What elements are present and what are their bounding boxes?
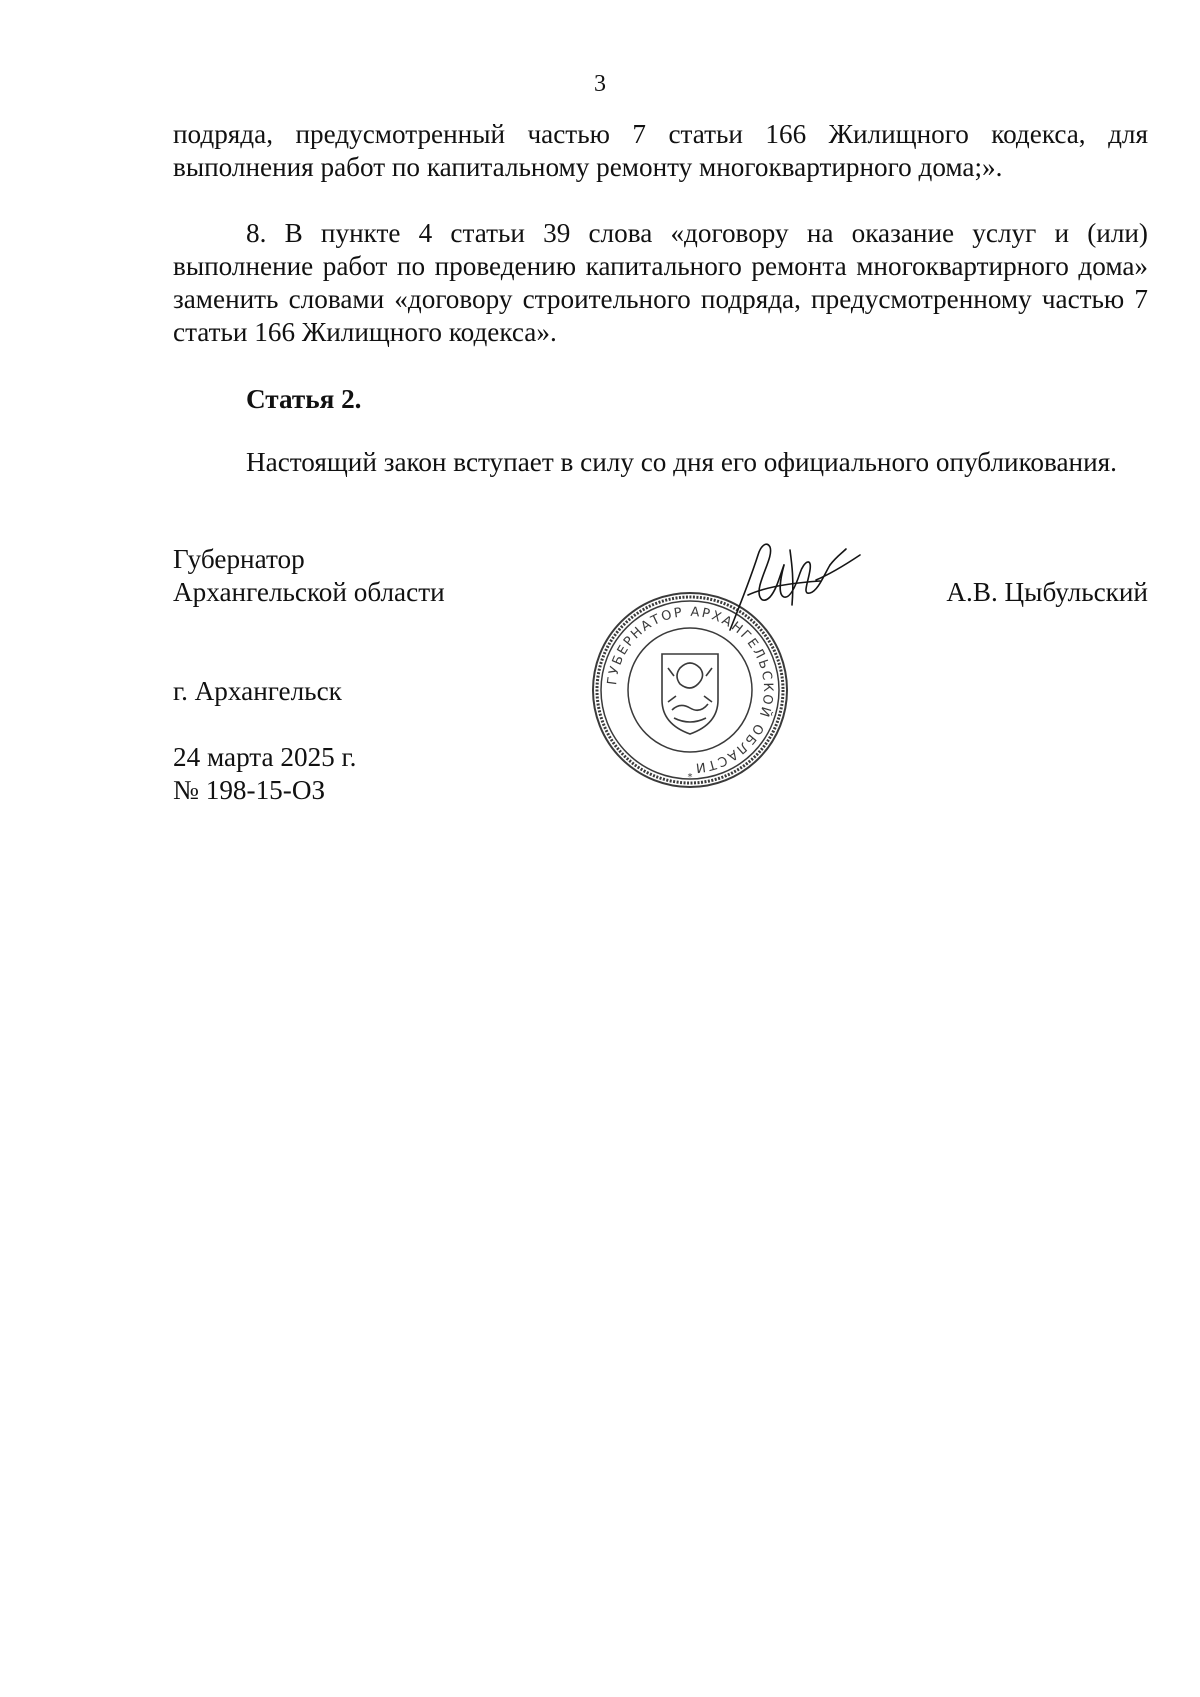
seal-text: ГУБЕРНАТОР АРХАНГЕЛЬСКОЙ ОБЛАСТИ bbox=[605, 604, 776, 776]
page-number: 3 bbox=[594, 71, 606, 97]
city: г. Архангельск bbox=[173, 676, 342, 706]
document-body bbox=[173, 118, 1148, 479]
signatory-title bbox=[173, 543, 445, 609]
signatory-title-line1: Губернатор bbox=[173, 544, 305, 574]
document-number: № 198-15-ОЗ bbox=[173, 775, 326, 805]
handwritten-signature-icon bbox=[720, 535, 870, 635]
svg-text:*: * bbox=[687, 772, 693, 783]
article-2-text: Настоящий закон вступает в силу со дня его официального опубликования. bbox=[246, 447, 1117, 477]
date-block bbox=[173, 741, 356, 807]
article-2-heading: Статья 2. bbox=[246, 384, 362, 414]
document-date: 24 марта 2025 г. bbox=[173, 742, 357, 772]
signatory-title-line2: Архангельской области bbox=[173, 577, 445, 607]
signatory-name: А.В. Цыбульский bbox=[946, 577, 1148, 607]
paragraph-item-8: 8. В пункте 4 статьи 39 слова «договору на оказание услуг и (или) выполнение работ по проведению капитального ремонта многоквартирного дома» заменить словами «договору строительного подряда, предусмотренному частью 7 статьи 166 Жилищного кодекса». bbox=[173, 218, 1148, 347]
paragraph-continuation: подряда, предусмотренный частью 7 статьи 166 Жилищного кодекса, для выполнения работ по капитальному ремонту многоквартирного дома;». bbox=[173, 119, 1148, 182]
